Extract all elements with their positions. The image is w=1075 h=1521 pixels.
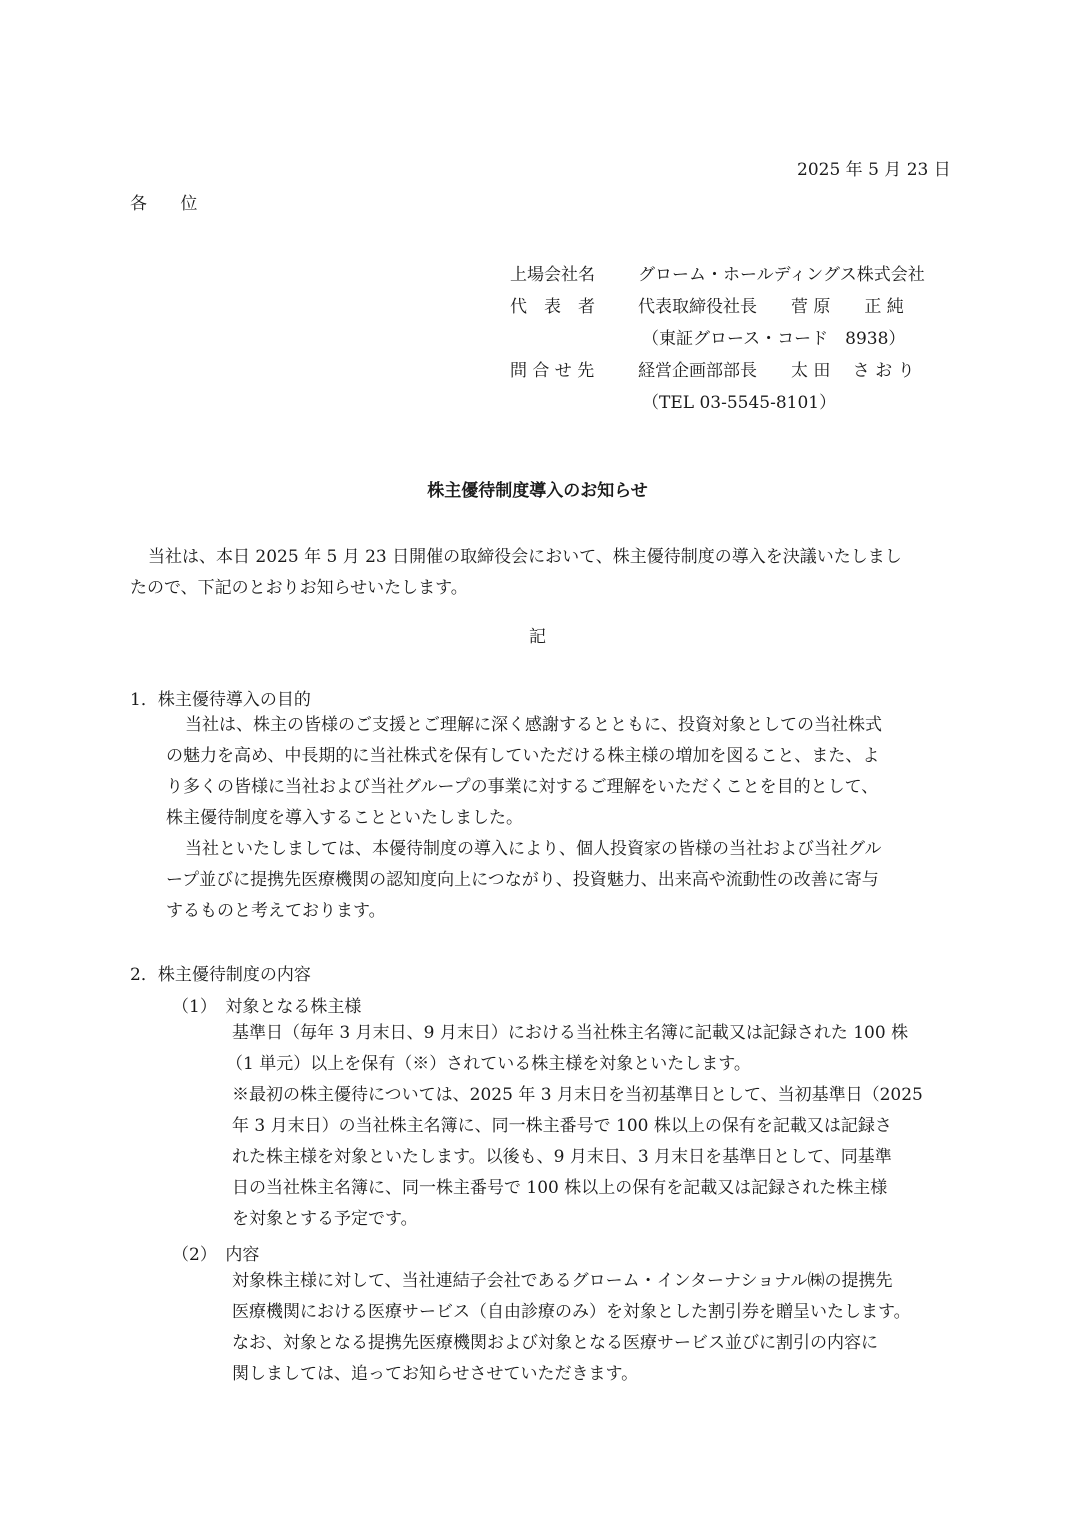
subsection-1-heading: （1） 対象となる株主様 <box>172 997 362 1017</box>
section-1-line: するものと考えております。 <box>166 901 386 921</box>
note-mark: 記 <box>529 627 546 647</box>
subsection-2-heading: （2） 内容 <box>172 1245 260 1265</box>
subsection-2-line: 医療機関における医療サービス（自由診療のみ）を対象とした割引券を贈呈いたします。 <box>232 1302 911 1322</box>
addressee: 各 位 <box>130 194 212 214</box>
section-1-heading: 1．株主優待導入の目的 <box>130 690 311 710</box>
contact-value: 経営企画部部長 太 田 さ お り <box>638 361 915 381</box>
section-1-line: 株主優待制度を導入することといたしました。 <box>166 808 523 828</box>
contact-label: 問 合 せ 先 <box>510 361 595 381</box>
section-1-line: の魅力を高め、中長期的に当社株式を保有していただける株主様の増加を図ること、また、よ <box>166 746 880 766</box>
subsection-1-line: 日の当社株主名簿に、同一株主番号で 100 株以上の保有を記載又は記録された株主様 <box>232 1178 888 1198</box>
section-1-line: 当社は、株主の皆様のご支援とご理解に深く感謝するとともに、投資対象としての当社株式 <box>185 715 882 735</box>
subsection-1-line: 基準日（毎年 3 月末日、9 月末日）における当社株主名簿に記載又は記録された 100 株 <box>232 1023 909 1043</box>
subsection-1-line: を対象とする予定です。 <box>232 1209 418 1229</box>
subsection-1-line: （1 単元）以上を保有（※）されている株主様を対象といたします。 <box>226 1054 751 1074</box>
section-1-line: 当社といたしましては、本優待制度の導入により、個人投資家の皆様の当社および当社グル <box>185 839 882 859</box>
listed-company-label: 上場会社名 <box>510 265 595 285</box>
intro-line-1: 当社は、本日 2025 年 5 月 23 日開催の取締役会において、株主優待制度の導入を決議いたしまし <box>148 547 902 567</box>
subsection-1-line: 年 3 月末日）の当社株主名簿に、同一株主番号で 100 株以上の保有を記載又は記録さ <box>232 1116 892 1136</box>
subsection-1-line: ※最初の株主優待については、2025 年 3 月末日を当初基準日として、当初基準日（2025 <box>232 1085 923 1105</box>
subsection-2-line: なお、対象となる提携先医療機関および対象となる医療サービス並びに割引の内容に <box>232 1333 878 1353</box>
section-1-line: ープ並びに提携先医療機関の認知度向上につながり、投資魅力、出来高や流動性の改善に寄与 <box>166 870 879 890</box>
contact-tel: （TEL 03-5545-8101） <box>642 393 837 413</box>
section-1-line: り多くの皆様に当社および当社グループの事業に対するご理解をいただくことを目的として、 <box>166 777 879 797</box>
section-2-heading: 2．株主優待制度の内容 <box>130 965 311 985</box>
representative-value: 代表取締役社長 菅 原 正 純 <box>638 297 904 317</box>
listed-company-value: グローム・ホールディングス株式会社 <box>638 265 925 285</box>
document-date: 2025 年 5 月 23 日 <box>797 160 951 180</box>
stock-code: （東証グロース・コード 8938） <box>642 329 906 349</box>
subsection-2-line: 関しましては、追ってお知らせさせていただきます。 <box>232 1364 639 1384</box>
subsection-1-line: れた株主様を対象といたします。以後も、9 月末日、3 月末日を基準日として、同基準 <box>232 1147 892 1167</box>
subsection-2-line: 対象株主様に対して、当社連結子会社であるグローム・インターナショナル㈱の提携先 <box>232 1271 893 1291</box>
intro-line-2: たので、下記のとおりお知らせいたします。 <box>130 578 468 598</box>
representative-label: 代 表 者 <box>510 297 595 317</box>
document-title: 株主優待制度導入のお知らせ <box>427 481 648 501</box>
